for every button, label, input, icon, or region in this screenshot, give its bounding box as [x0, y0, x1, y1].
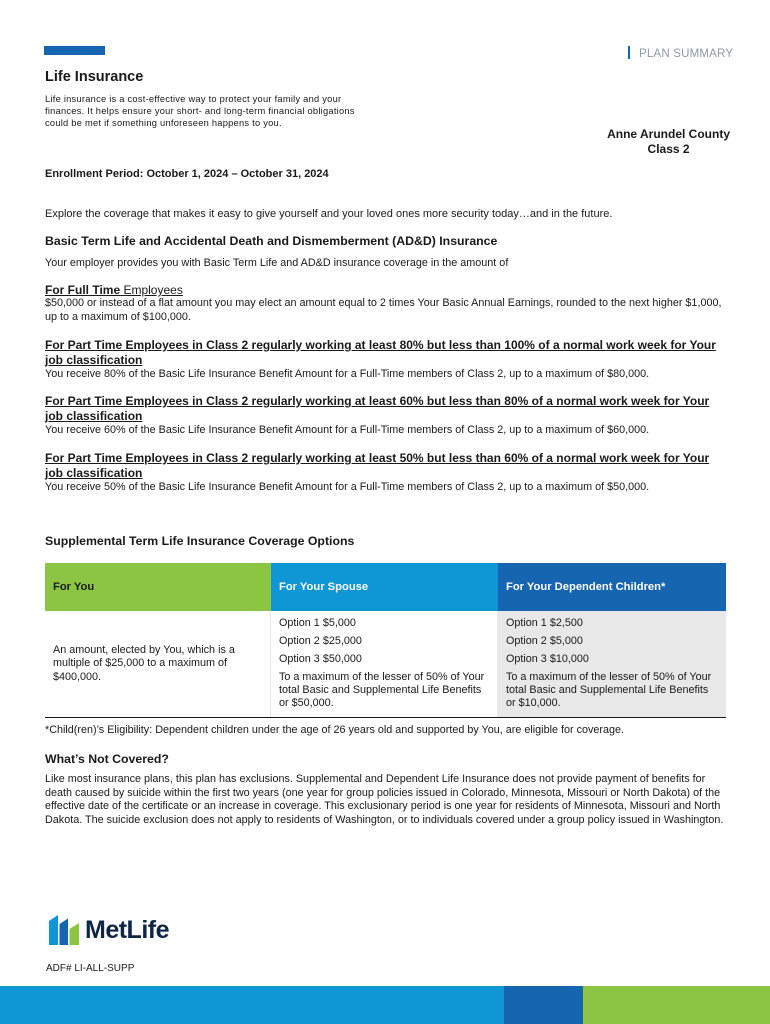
supplemental-heading: Supplemental Term Life Insurance Coverage Options — [45, 534, 355, 548]
part-time-60-label: For Part Time Employees in Class 2 regularly working at least 60% but less than 80% of a normal work week for Your job classification — [45, 394, 710, 423]
children-option-3: Option 3 $10,000 — [506, 653, 589, 665]
children-maximum: To a maximum of the lesser of 50% of Your total Basic and Supplemental Life Benefits or $10,000. — [506, 671, 712, 709]
not-covered-heading: What’s Not Covered? — [45, 752, 169, 766]
metlife-logo — [49, 915, 169, 945]
enrollment-period: Enrollment Period: October 1, 2024 – October 31, 2024 — [45, 168, 329, 180]
metlife-logo-icon — [49, 915, 79, 945]
table-row — [45, 611, 726, 718]
county-block — [607, 127, 730, 157]
children-option-2: Option 2 $5,000 — [506, 635, 583, 647]
plan-summary-label — [628, 46, 733, 60]
col-header-children: For Your Dependent Children* — [498, 563, 726, 611]
explore-text: Explore the coverage that makes it easy to give yourself and your loved ones more security today…and in the future. — [45, 208, 613, 220]
spouse-option-3: Option 3 $50,000 — [279, 653, 362, 665]
basic-heading: Basic Term Life and Accidental Death and Dismemberment (AD&D) Insurance — [45, 234, 498, 248]
spouse-option-1: Option 1 $5,000 — [279, 617, 356, 629]
plan-summary-text: PLAN SUMMARY — [639, 48, 734, 60]
footer-bar-dark-blue — [504, 986, 583, 1024]
col-header-spouse: For Your Spouse — [271, 563, 498, 611]
footer-color-bar — [0, 986, 770, 1024]
cell-you-text: An amount, elected by You, which is a multiple of $25,000 to a maximum of $400,000. — [53, 643, 235, 683]
footer-bar-green — [583, 986, 770, 1024]
col-header-you: For You — [45, 563, 271, 611]
part-time-80-label: For Part Time Employees in Class 2 regularly working at least 80% but less than 100% of a normal work week for Your job classification — [45, 338, 716, 367]
full-time-label-normal: Employees — [120, 283, 183, 297]
page-title: Life Insurance — [45, 69, 144, 85]
part-time-60-text: You receive 60% of the Basic Life Insurance Benefit Amount for a Full-Time members of Class 2, up to a maximum of $60,000. — [45, 424, 650, 436]
supplemental-table — [45, 563, 726, 718]
not-covered-text: Like most insurance plans, this plan has exclusions. Supplemental and Dependent Life Insurance does not provide payment of benefits for death caused by suicide within the first two years (one year for group policies issued in Colorado, Minnesota, Missouri or North Dakota) of the effective date of the certificate or an increase in coverage. This exclusionary period is one year for residents of Minnesota, Missouri and North Dakota. The suicide exclusion does not apply to residents of Washington, or to individuals covered under a group policy issued in Washington. — [45, 773, 724, 826]
document-code: ADF# LI-ALL-SUPP — [46, 963, 135, 974]
spouse-option-2: Option 2 $25,000 — [279, 635, 362, 647]
class-name: Class 2 — [647, 142, 690, 156]
spouse-maximum: To a maximum of the lesser of 50% of Your total Basic and Supplemental Life Benefits or $50,000. — [279, 671, 485, 709]
part-time-50-label: For Part Time Employees in Class 2 regularly working at least 50% but less than 60% of a normal work week for Your job classification — [45, 451, 710, 480]
intro-text: Life insurance is a cost-effective way to protect your family and your finances. It helps ensure your short- and long-term financial obligations could be met if something unforeseen happens to you. — [45, 94, 355, 128]
footer-bar-light-blue — [0, 986, 504, 1024]
children-option-1: Option 1 $2,500 — [506, 617, 583, 629]
eligibility-footnote: *Child(ren)’s Eligibility: Dependent children under the age of 26 years old and supported by You, are eligible for coverage. — [45, 724, 624, 736]
full-time-text: $50,000 or instead of a flat amount you may elect an amount equal to 2 times Your Basic Annual Earnings, rounded to the next higher $1,000, up to a maximum of $100,000. — [45, 297, 722, 323]
pipe-divider — [628, 46, 630, 59]
header-accent-bar — [44, 46, 105, 55]
full-time-label — [45, 283, 730, 298]
cell-children — [498, 611, 726, 717]
table-header-row — [45, 563, 726, 611]
cell-spouse — [271, 611, 498, 717]
cell-you — [45, 611, 271, 717]
full-time-label-bold: For Full Time — [45, 283, 121, 297]
basic-text: Your employer provides you with Basic Term Life and AD&D insurance coverage in the amount of — [45, 257, 509, 269]
part-time-50-text: You receive 50% of the Basic Life Insurance Benefit Amount for a Full-Time members of Class 2, up to a maximum of $50,000. — [45, 481, 650, 493]
part-time-80-text: You receive 80% of the Basic Life Insurance Benefit Amount for a Full-Time members of Class 2, up to a maximum of $80,000. — [45, 368, 650, 380]
metlife-logo-text: MetLife — [85, 915, 169, 944]
county-name: Anne Arundel County — [607, 127, 730, 141]
